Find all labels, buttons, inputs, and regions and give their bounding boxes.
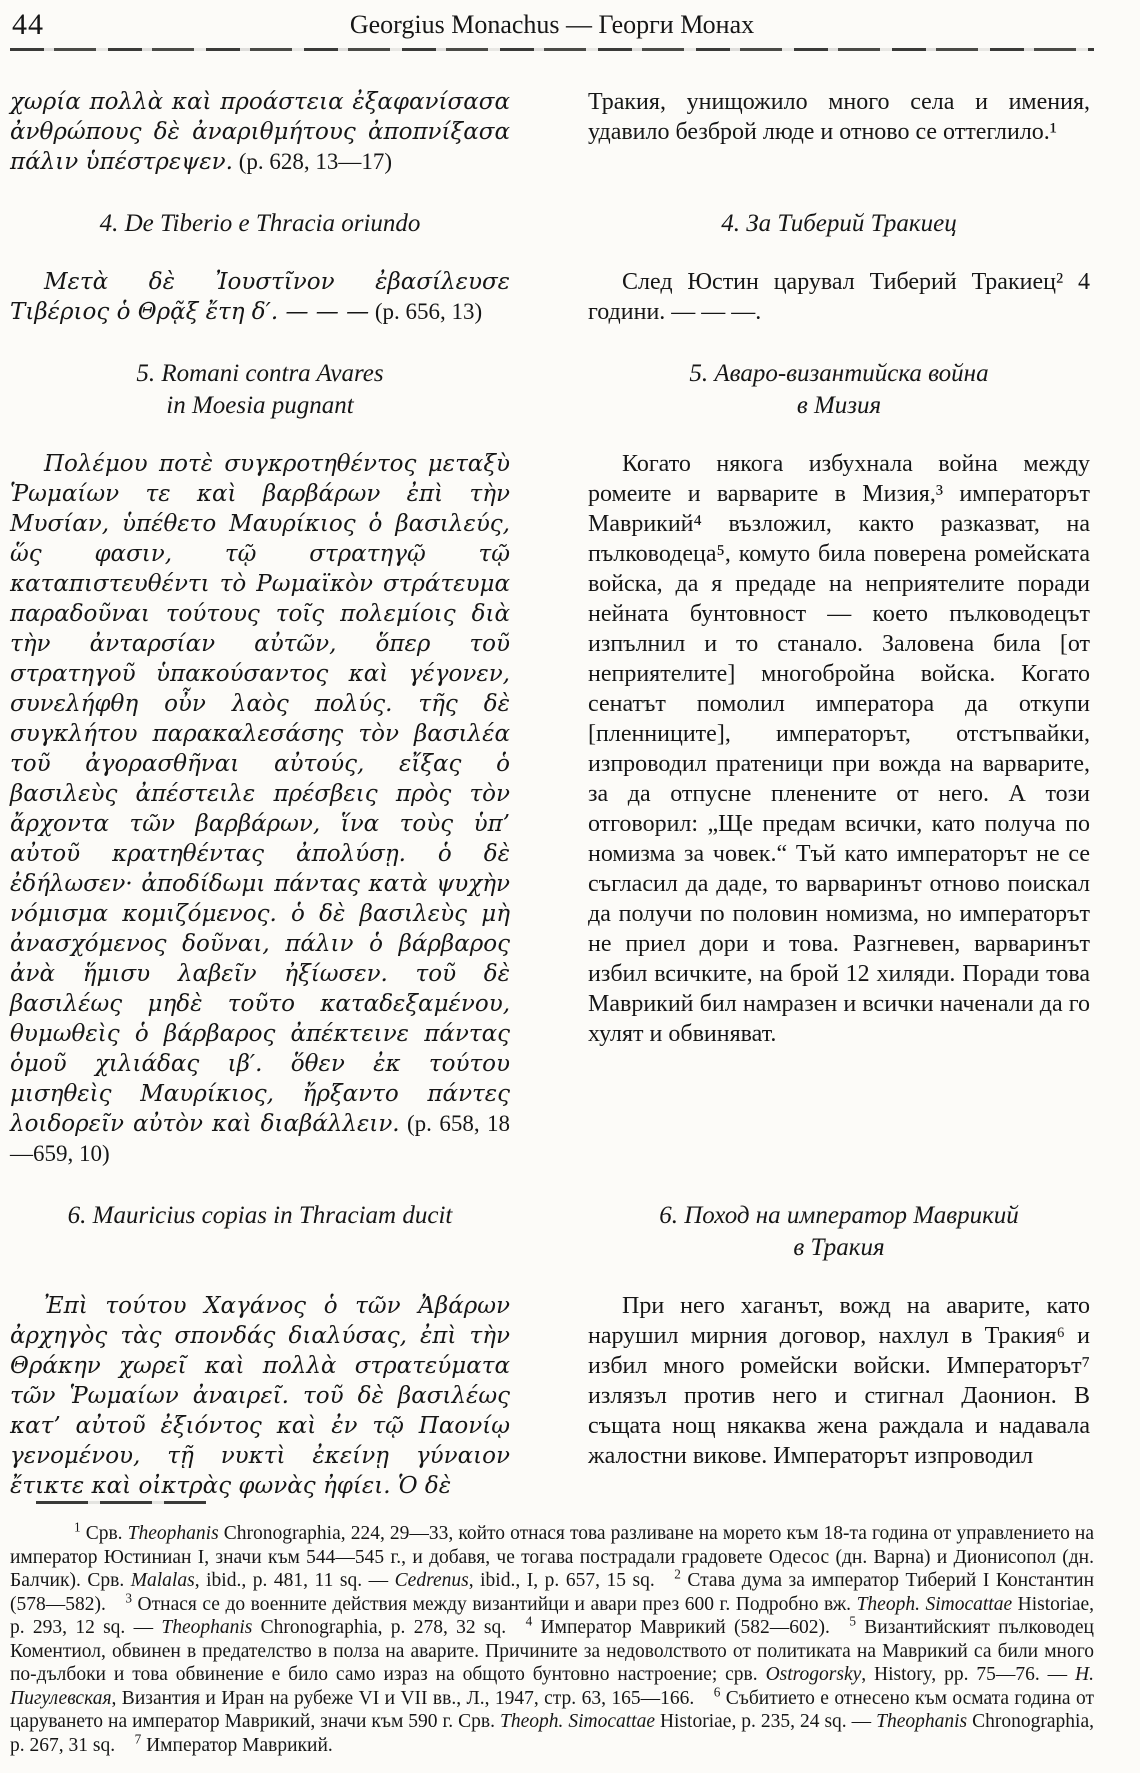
paragraph: При него хаганът, вожд на аварите, като нарушил мирния договор, нахлул в Тракия⁶ и избил много ромейски войски. Императорът⁷ излязъл против него и стигнал Даонион. В същата нощ някаква жена раждала и надавала жалостни викове. Императорът изпроводил — [588, 1293, 1090, 1469]
footnote-text: Cedrenus — [394, 1570, 469, 1591]
footnote-marker: 7 — [134, 1731, 142, 1746]
footnote-text: Theophanis — [127, 1523, 219, 1544]
footnote-text: Theophanis — [161, 1617, 253, 1638]
section-heading: 4. De Tiberio e Thracia oriundo — [99, 210, 421, 237]
footnote-text: , History, pp. 75—76. — — [861, 1664, 1076, 1685]
footnote-text: Chronographia, 224, 29—33, който отнася това разливане на морето към 18-та година от управлението на император Юстиниан I, значи към 544—545 г., и добавя, че тогава пострадали градовете Одесос (дн. Варна) и Дионисопол (дн. Балчик). Срв. — [10, 1523, 1094, 1591]
page-header — [10, 8, 1094, 42]
footnote-text: Historiae, p. 235, 24 sq. — — [654, 1711, 877, 1732]
footnote-text: Theoph. Simocattae — [499, 1711, 655, 1732]
footnotes-block — [10, 1519, 1095, 1757]
footnote-marker: 3 — [125, 1590, 132, 1605]
paragraph: Ἐπὶ τούτου Χαγάνος ὁ τῶν Ἀβάρων ἀρχηγὸς τὰς σπονδάς διαλύσας, ἐπὶ τὴν Θράκην χωρεῖ καὶ πολλὰ στρατεύματα τῶν Ῥωμαίων ἀναιρεῖ. τοῦ δὲ βασιλέως κατ’ αὐτοῦ ἐξιόντος καὶ ἐν τῷ Παονίῳ γενομένου, τῇ νυκτὶ ἐκείνῃ γύναιον ἔτικτε καὶ οἰκτρὰς φωνὰς ἠφίει. Ὁ δὲ — [10, 1293, 510, 1499]
footnote-text: Historiae, p. 293, 12 sq. — — [10, 1593, 1094, 1638]
footnote-text: Н. Пигулевская — [10, 1664, 1095, 1709]
page-number: 44 — [12, 8, 44, 41]
footnote-text: , ibid., p. 481, 11 sq. — — [194, 1570, 395, 1591]
footnote-text: , ibid., I, p. 657, 15 sq. — [468, 1570, 655, 1591]
footnote-text: Става дума за император Тиберий I Константин (578—582). — [10, 1570, 1095, 1615]
section-heading: 4. За Тиберий Тракиец — [721, 210, 957, 237]
footnote-text: , Византия и Иран на рубеже VI и VII вв., Л., 1947, стр. 63, 165—166. — [111, 1687, 695, 1709]
footnote-marker: 5 — [849, 1613, 856, 1629]
paragraph: Тракия, унищожило много села и имения, удавило безброй люде и отново се оттеглило.¹ — [588, 89, 1090, 145]
paragraph: χωρία πολλὰ καὶ προάστεια ἐξαφανίσασα ἀνθρώπους δὲ ἀναριθμήτους ἀποπνίξασα πάλιν ὑπέστρεψεν. (p. 628, 13—17) — [10, 89, 510, 175]
footnote-marker: 6 — [713, 1684, 721, 1699]
footnote-text: Отнася се до военните действия между византийци и авари през 600 г. Подробно вж. — [137, 1593, 857, 1615]
section-heading: 6. Mauricius copias in Thraciam ducit — [67, 1202, 453, 1229]
footnote-marker: 2 — [674, 1566, 681, 1582]
section-heading: 5. Аваро-византийска война в Мизия — [689, 360, 989, 419]
footnote-marker: 1 — [74, 1519, 81, 1535]
footnote-text: Chronographia, p. 278, 32 sq. — [252, 1617, 507, 1638]
footnote-text: Theoph. Simocattae — [856, 1593, 1013, 1615]
footnote-text: Император Маврикий. — [146, 1734, 333, 1756]
footnote-text: Събитието е отнесено към осмата година от царуването на император Маврикий, значи към 590 г. Срв. — [10, 1687, 1094, 1732]
footnote-text: Византийският пълководец Коментиол, обвинен в предателство в полза на аварите. Причините за недоволството от политиката на Маврикий са били много по-дълбоки и това обвинение е било само израз на общото бунтовно настроение; срв. — [10, 1617, 1094, 1685]
paragraph: След Юстин царувал Тиберий Тракиец² 4 години. — — —. — [588, 269, 1090, 325]
section-heading: 6. Поход на император Маврикий в Тракия — [659, 1202, 1019, 1261]
footnote-area — [10, 1501, 1094, 1757]
source-citation: (p. 658, 18—659, 10) — [10, 1111, 510, 1166]
paragraph: Μετὰ δὲ Ἰουστῖνον ἐβασίλευσε Τιβέριος ὁ Θρᾷξ ἔτη δ′. — — — (p. 656, 13) — [10, 269, 510, 325]
footnote-marker: 4 — [525, 1613, 533, 1629]
running-title: Georgius Monachus — Георги Монах — [349, 10, 755, 39]
footnote-text: Ostrogorsky — [765, 1664, 862, 1685]
footnote-separator — [36, 1501, 206, 1504]
paragraph: Когато някога избухнала война между ромеите и варварите в Мизия,³ императорът Маврикий⁴ възложил, както разказват, на пълководеца⁵, комуто била поверена ромейската войска, да я предаде на неприятелите поради нейната бунтовност — което пълководецът изпълнил и то станало. Заловена била [от неприятелите] многобройна войска. Когато сенатът помолил императора да откупи [пленниците], императорът, отстъпвайки, изпроводил пратеници при вожда на варварите, за да отпусне пленените от него. А този отговорил: „Ще предам всички, като получа по номизма за човек.“ Тъй като императорът не се съгласил да даде, то варваринът отново поискал да получи по половин номизма, но императорът не приел дори и това. Разгневен, варваринът избил всичките, на брой 12 хиляди. Поради това Маврикий бил намразен и всички наченали да го хулят и обвиняват. — [588, 451, 1090, 1047]
section-heading: 5. Romani contra Avares in Moesia pugnant — [136, 360, 384, 419]
footnote-text: Chronographia, p. 267, 31 sq. — [10, 1711, 1094, 1756]
footnote-text: Theophanis — [876, 1711, 968, 1732]
source-citation: (p. 628, 13—17) — [232, 149, 393, 174]
two-column-text — [10, 87, 1094, 1501]
footnote-text: Malalas — [130, 1570, 195, 1591]
footnote-text: Срв. — [85, 1523, 128, 1544]
header-rule — [10, 48, 1094, 51]
footnote-text: Император Маврикий (582—602). — [540, 1617, 830, 1638]
paragraph: Πολέμου ποτὲ συγκροτηθέντος μεταξὺ Ῥωμαίων τε καὶ βαρβάρων ἐπὶ τὴν Μυσίαν, ὑπέθετο Μαυρίκιος ὁ βασιλεύς, ὥς φασιν, τῷ στρατηγῷ τῷ καταπιστευθέντι τὸ Ρωμαϊκὸν στράτευμα παραδοῦναι τούτους τοῖς πολεμίοις διὰ τὴν ἀνταρσίαν αὐτῶν, ὅπερ τοῦ στρατηγοῦ ὑπακούσαντος καὶ γέγονεν, συνελήφθη οὖν λαὸς πολύς. τῆς δὲ συγκλήτου παρακαλεσάσης τὸν βασιλέα τοῦ ἀγορασθῆναι αὐτούς, εἴξας ὁ βασιλεὺς ἀπέστειλε πρέσβεις πρὸς τὸν ἄρχοντα τῶν βαρβάρων, ἵνα τοὺς ὑπ’ αὐτοῦ κρατηθέντας ἀπολύσῃ. ὁ δὲ ἐδήλωσεν· ἀποδίδωμι πάντας κατὰ ψυχὴν νόμισμα κομιζόμενος. ὁ δὲ βασιλεὺς μὴ ἀνασχόμενος δοῦναι, πάλιν ὁ βάρβαρος ἀνὰ ἥμισυ λαβεῖν ἠξίωσεν. τοῦ δὲ βασιλέως μηδὲ τοῦτο καταδεξαμένου, θυμωθεὶς ὁ βάρβαρος ἀπέκτεινε πάντας ὁμοῦ χιλιάδας ιβ′. ὅθεν ἐκ τούτου μισηθεὶς Μαυρίκιος, ἤρξαντο πάντες λοιδορεῖν αὐτὸν καὶ διαβάλλειν. (p. 658, 18—659, 10) — [10, 451, 510, 1166]
source-citation: (p. 656, 13) — [369, 299, 483, 324]
